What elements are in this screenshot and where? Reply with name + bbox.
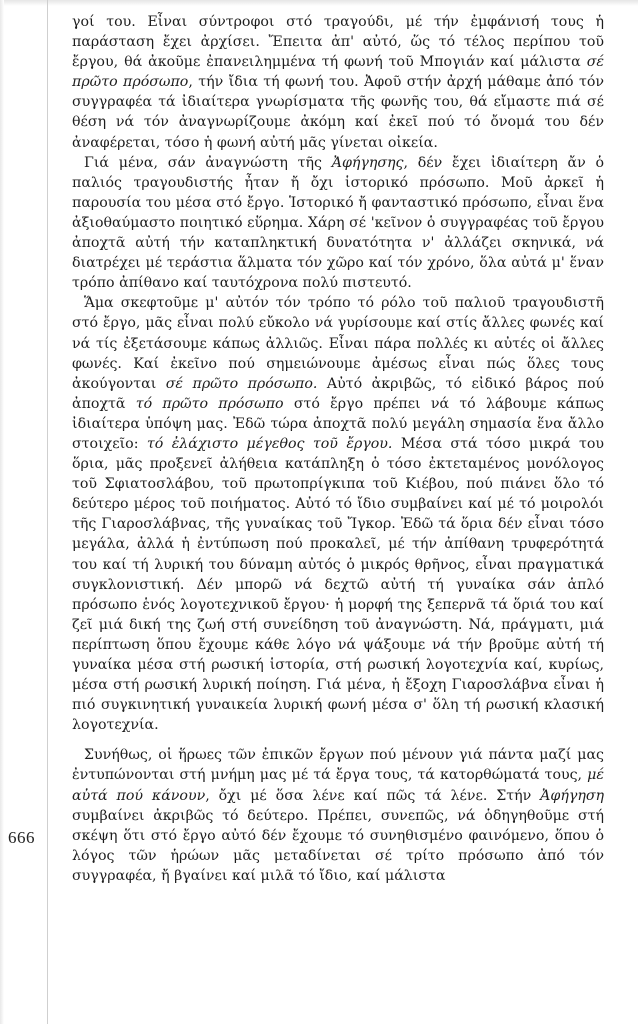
italic-phrase: σέ πρῶτο πρόσωπο. [165, 375, 318, 392]
text-run: Συνήθως, οἱ ἥρωες τῶν ἐπικῶν ἔργων πού μένουν γιά πάντα μαζί μας ἐντυπώνονται στή μνήμη μας μέ τά ἔργα τους, τά κατορθώματά τους, [72, 747, 604, 784]
paragraph-2 [72, 153, 604, 294]
text-run: , ὄχι μέ ὅσα λένε καί πῶς τά λένε. Στήν [205, 787, 541, 804]
text-run: Ἅμα σκεφτοῦμε μ' αὐτόν τόν τρόπο τό ρόλο τοῦ παλιοῦ τραγουδιστῆ στό ἔργο, μᾶς εἶναι πολύ εὔκολο νά γυρίσουμε καί στίς ἄλλες φωνές καί νά τίς ἐξετάσουμε κάπως ἀλλιῶς. Εἶναι πάρα πολλές κι αὐτές οἱ ἄλλες φωνές. Καί ἐκεῖνο πού σημειώνουμε ἀμέσως εἶναι πώς ὅλες τους ἀκούγονται [72, 295, 604, 392]
text-run: γοί του. Εἶναι σύντροφοι στό τραγούδι, μέ τήν ἐμφάνισή τους ἡ παράσταση ἔχει ἀρχίσει. Ἔπειτα ἀπ' αὐτό, ὥς τό τέλος περίπου τοῦ ἔργου, θά ἀκοῦμε ἐπανειλημμένα τή φωνή τοῦ Μπογιάν καί μάλιστα [72, 14, 604, 71]
italic-phrase: τό πρῶτο πρόσωπο [135, 395, 284, 412]
paragraph-3 [72, 293, 604, 735]
italic-phrase: Ἀφήγηση [540, 787, 604, 804]
text-run: Μέσα στά τόσο μικρά του ὅρια, μᾶς προξενεῖ ἀλήθεια κατάπληξη ὁ τόσο ἐκτεταμένος μονόλογος τοῦ Σφιατοσλάβου, τοῦ πρωτοπρίγκιπα τοῦ Κιέβου, πού πιάνει ὅλο τό δεύτερο μέρος τοῦ ποιήματος. Αὐτό τό ἴδιο συμβαίνει καί μέ τό μοιρολόι τῆς Γιαροσλάβνας, τῆς γυναίκας τοῦ Ἴγκορ. Ἐδῶ τά ὅρια δέν εἶναι τόσο μεγάλα, ἀλλά ἡ ἐντύπωση πού προκαλεῖ, μέ τήν ἀπίθανη τρυφερότητά του καί τή λυρική του δύναμη αὐτός ὁ μικρός θρῆνος, εἶναι πραγματικά συγκλονιστική. Δέν μπορῶ νά δεχτῶ αὐτή τή γυναίκα σάν ἁπλό πρόσωπο ἑνός λογοτεχνικοῦ ἔργου· ἡ μορφή της ξεπερνᾶ τά ὅριά του καί ζεῖ μιά δική της ζωή στή συνείδηση τοῦ ἀναγνώστη. Νά, πράγματι, μιά περίπτωση ὅπου ἔχουμε κάθε λόγο νά ψάξουμε νά τήν βροῦμε αὐτή τή γυναίκα μέσα στή ρωσική ἱστορία, στή ρωσική λογοτεχνία καί, κυρίως, μέσα στή ρωσική λυρική ποίηση. Γιά μένα, ἡ ἔξοχη Γιαροσλάβνα εἶναι ἡ πιό συγκινητική γυναικεία λυρική φωνή μέσα σ' ὅλη τή ρωσική κλασική λογοτεχνία. [72, 435, 604, 734]
text-run: Γιά μένα, σάν ἀναγνώστη τῆς [84, 154, 332, 171]
scan-shadow-left [0, 0, 4, 1024]
book-gutter-line [47, 0, 48, 1024]
text-run: , τήν ἴδια τή φωνή του. Ἀφοῦ στήν ἀρχή μάθαμε ἀπό τόν συγγραφέα τά ἰδιαίτερα γνωρίσματα τῆς φωνῆς του, θά εἴμαστε πιά σέ θέση νά τόν ἀναγνωρίζουμε ἀκόμη καί ἐκεῖ πού τό ὄνομά του δέν ἀναφέρεται, τόσο ἡ φωνή αὐτή μᾶς γίνεται οἰκεία. [72, 74, 604, 151]
text-run: στό ἔργο πρέπει νά τό λάβουμε κάπως ἰδιαίτερα ὑπόψη μας. Ἐδῶ τώρα ἀποχτᾶ πολύ μεγάλη σημασία ἕνα ἄλλο στοιχεῖο: [72, 395, 605, 452]
page-number: 666 [8, 828, 35, 847]
italic-phrase: σέ πρῶτο πρόσωπο [72, 54, 604, 91]
text-run: συμβαίνει ἀκριβῶς τό δεύτερο. Πρέπει, συνεπῶς, νά ὁδηγηθοῦμε στή σκέψη ὅτι στό ἔργο αὐτό δέν ἔχουμε τό συνηθισμένο φαινόμενο, ὅπου ὁ λόγος τῶν ἡρώων μᾶς μεταδίνεται σέ τρίτο πρόσωπο ἀπό τόν συγγραφέα, ἤ βγαίνει καί μιλᾶ τό ἴδιο, καί μάλιστα [72, 807, 604, 884]
paragraph-4 [72, 745, 604, 886]
paragraph-1 [72, 12, 604, 153]
text-run: Αὐτό ἀκριβῶς, τό εἰδικό βάρος πού ἀποχτᾶ [72, 375, 605, 412]
italic-phrase: Ἀφήγησης [331, 154, 404, 171]
scan-shadow-top [0, 0, 638, 6]
text-run: , δέν ἔχει ἰδιαίτερη ἄν ὁ παλιός τραγουδιστής ἦταν ἤ ὄχι ἱστορικό πρόσωπο. Μοῦ ἀρκεῖ ἡ παρουσία του μέσα στό ἔργο. Ἱστορικό ἤ φανταστικό πρόσωπο, εἶναι ἕνα ἀξιοθαύμαστο ποιητικό εὕρημα. Χάρη σέ 'κεῖνον ὁ συγγραφέας τοῦ ἔργου ἀποχτᾶ αὐτή τήν καταπληκτική δυνατότητα ν' ἀλλάζει σκηνικά, νά διατρέχει μέ τεράστια ἅλματα τόν χῶρο καί τόν χρόνο, ὅλα αὐτά μ' ἕναν τρόπο ἀπίθανο καί ταυτόχρονα πολύ πιστευτό. [72, 154, 604, 292]
italic-phrase: τό ἐλάχιστο μέγεθος τοῦ ἔργου. [146, 435, 393, 452]
italic-phrase: μέ αὐτά πού κάνουν [72, 767, 604, 804]
body-text [72, 12, 604, 886]
